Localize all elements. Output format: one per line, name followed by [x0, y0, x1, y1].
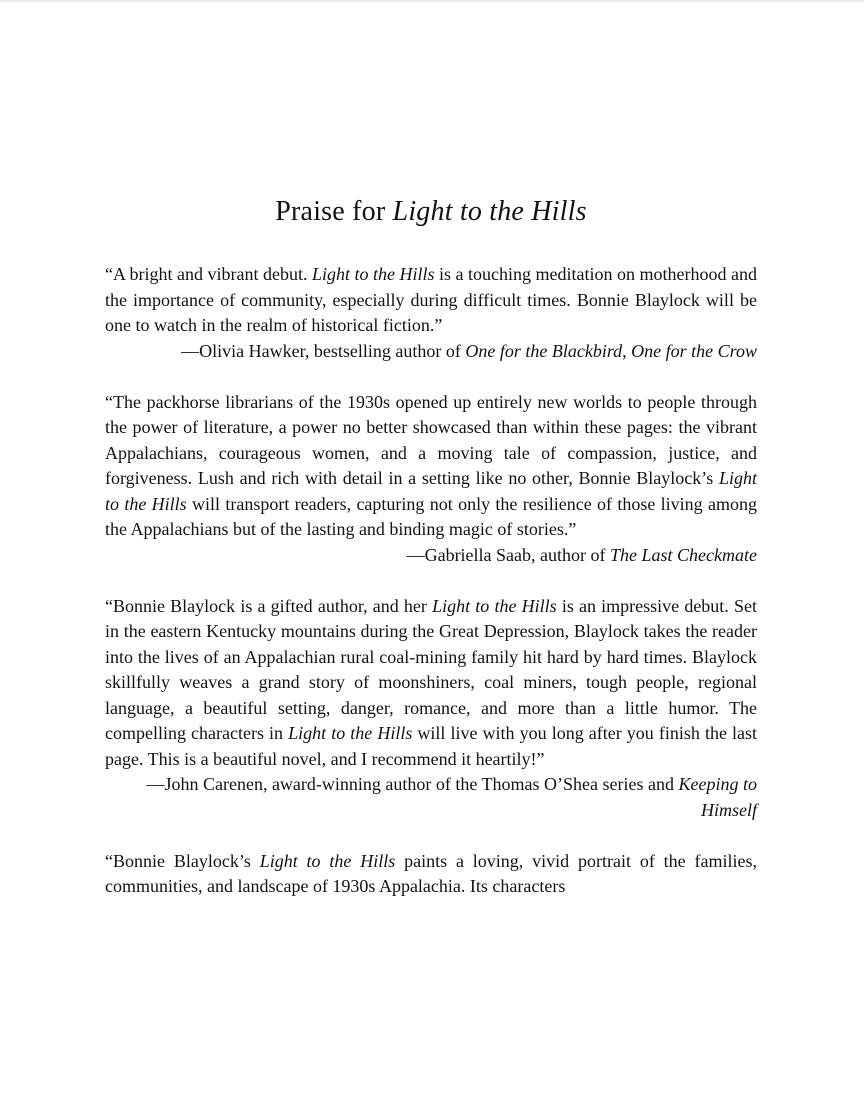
quote-text: [105, 390, 757, 543]
book-title-italic: Light to the Hills: [105, 468, 757, 514]
book-title-italic: Keeping to Himself: [678, 774, 757, 820]
text-run: will live with you long after you finish the last page. This is a beautiful novel, and I recommend it heartily!”: [105, 723, 757, 769]
text-run: —Olivia Hawker, bestselling author of: [181, 340, 466, 361]
quote-text: [105, 262, 757, 339]
quote-text: [105, 849, 757, 900]
book-title-italic: Light to the Hills: [392, 196, 587, 227]
text-run: paints a loving, vivid portrait of the families, communities, and landscape of 1930s Appalachia. Its characters: [105, 850, 758, 897]
quote-block-4: [105, 849, 757, 900]
text-run: “Bonnie Blaylock’s: [105, 850, 260, 871]
text-run: is an impressive debut. Set in the eastern Kentucky mountains during the Great Depression, Blaylock takes the reader into the lives of an Appalachian rural coal-mining family hit hard by hard times. Blaylock skillfully weaves a grand story of moonshiners, coal miners, tough people, regional language, a beautiful setting, danger, romance, and more than a little humor. The compelling characters in: [105, 595, 757, 744]
text-run: “A bright and vibrant debut.: [105, 264, 312, 284]
text-run: “The packhorse librarians of the 1930s opened up entirely new worlds to people through the power of literature, a power no better showcased than within these pages: the vibrant Appalachians, courageous women, and a moving tale of compassion, justice, and forgiveness. Lush and rich with detail in a setting like no other, Bonnie Blaylock’s: [105, 391, 757, 489]
text-run: —Gabriella Saab, author of: [406, 544, 611, 565]
text-run: “Bonnie Blaylock is a gifted author, and her: [105, 595, 433, 616]
text-run: is a touching meditation on motherhood and the importance of community, especially during difficult times. Bonnie Blaylock will be one to watch in the realm of historical fiction.”: [105, 264, 757, 335]
quote-block-1: [105, 262, 757, 364]
book-title-italic: Light to the Hills: [311, 264, 435, 284]
text-run: —John Carenen, award-winning author of the Thomas O’Shea series and: [146, 774, 679, 795]
quote-attribution: [105, 772, 757, 823]
page-title: [105, 194, 757, 230]
quote-attribution: [105, 339, 757, 365]
book-title-italic: Light to the Hills: [288, 723, 413, 744]
book-title-italic: Light to the Hills: [432, 595, 557, 616]
quote-block-3: [105, 594, 757, 824]
text-run: Praise for: [275, 196, 393, 227]
quote-attribution: [105, 543, 757, 569]
book-title-italic: The Last Checkmate: [610, 544, 757, 565]
book-title-italic: Light to the Hills: [259, 850, 396, 871]
quote-text: [105, 594, 757, 773]
praise-page: [0, 2, 864, 900]
book-title-italic: One for the Blackbird, One for the Crow: [465, 340, 757, 361]
text-run: will transport readers, capturing not only the resilience of those living among the Appalachians but of the lasting and binding magic of stories.”: [105, 493, 758, 540]
quote-block-2: [105, 390, 757, 569]
